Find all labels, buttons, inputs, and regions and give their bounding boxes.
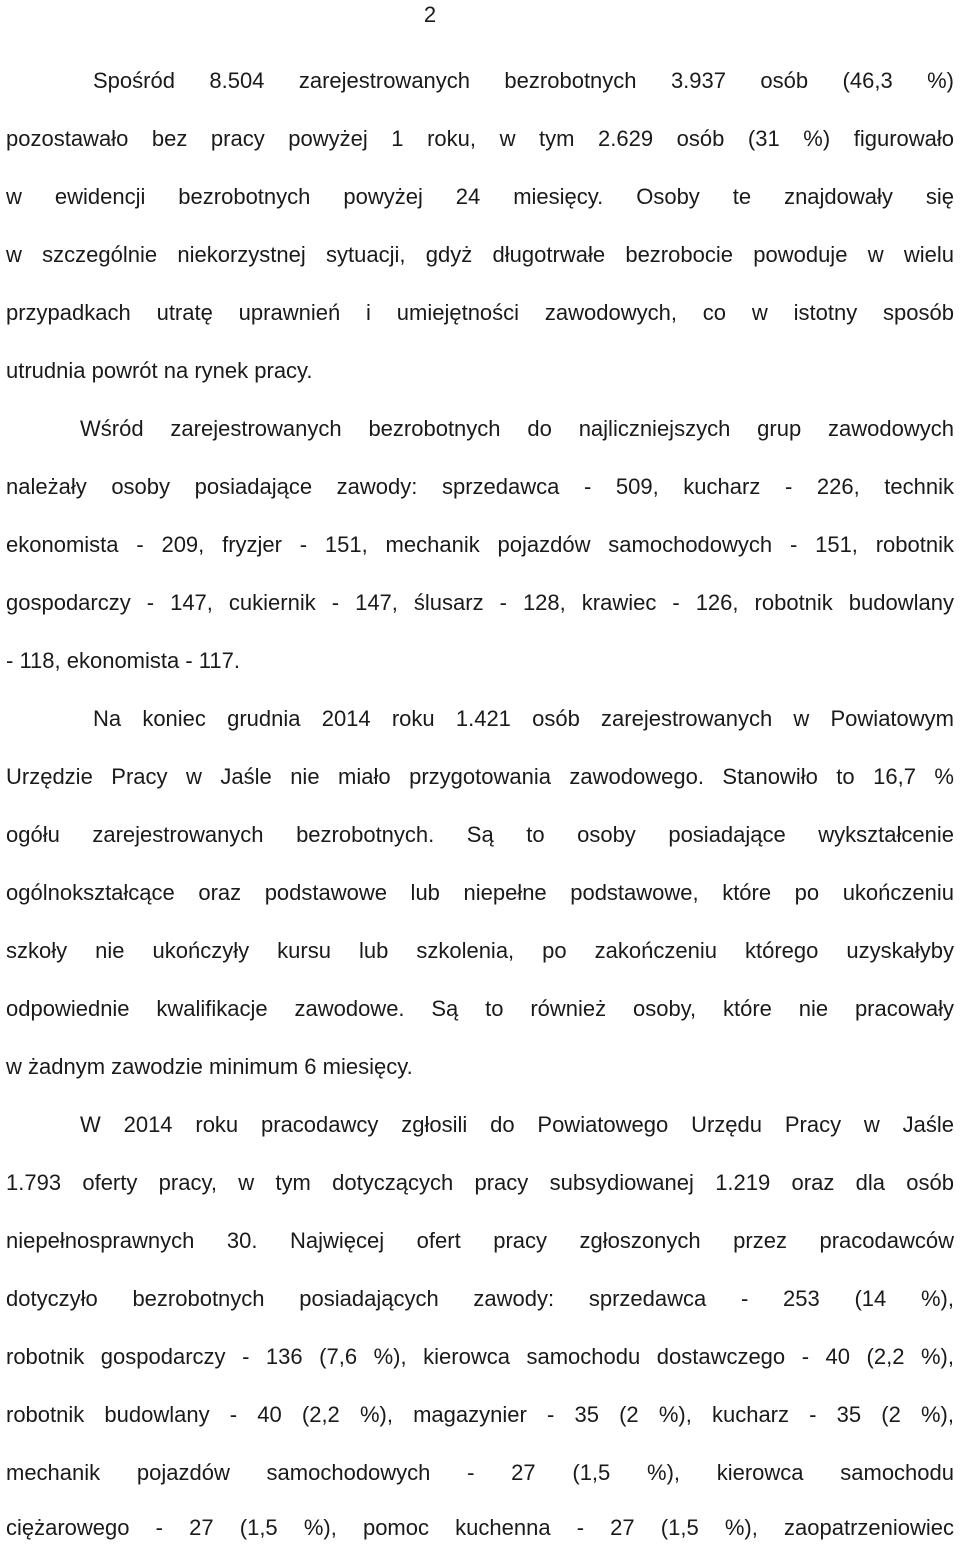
- paragraph-3-line-6: odpowiednie kwalifikacje zawodowe. Są to również osoby, które nie pracowały: [6, 996, 954, 1021]
- paragraph-4-line-1: W 2014 roku pracodawcy zgłosili do Powiatowego Urzędu Pracy w Jaśle: [80, 1112, 954, 1137]
- paragraph-2-line-3: ekonomista - 209, fryzjer - 151, mechanik pojazdów samochodowych - 151, robotnik: [6, 532, 954, 557]
- paragraph-4-line-8: ciężarowego - 27 (1,5 %), pomoc kuchenna - 27 (1,5 %), zaopatrzeniowiec: [6, 1515, 954, 1540]
- paragraph-1-line-5: przypadkach utratę uprawnień i umiejętności zawodowych, co w istotny sposób: [6, 300, 954, 325]
- paragraph-4-line-3: niepełnosprawnych 30. Najwięcej ofert pracy zgłoszonych przez pracodawców: [6, 1228, 954, 1253]
- paragraph-2-line-1: Wśród zarejestrowanych bezrobotnych do najliczniejszych grup zawodowych: [80, 416, 954, 441]
- paragraph-2-line-4: gospodarczy - 147, cukiernik - 147, ślusarz - 128, krawiec - 126, robotnik budowlany: [6, 590, 954, 615]
- paragraph-1-line-1: Spośród 8.504 zarejestrowanych bezrobotnych 3.937 osób (46,3 %): [93, 68, 954, 93]
- paragraph-1-line-6: utrudnia powrót na rynek pracy.: [6, 358, 313, 383]
- paragraph-3-line-7: w żadnym zawodzie minimum 6 miesięcy.: [6, 1054, 413, 1079]
- paragraph-3-line-3: ogółu zarejestrowanych bezrobotnych. Są to osoby posiadające wykształcenie: [6, 822, 954, 847]
- paragraph-4-line-5: robotnik gospodarczy - 136 (7,6 %), kierowca samochodu dostawczego - 40 (2,2 %),: [6, 1344, 954, 1369]
- paragraph-2-line-5: - 118, ekonomista - 117.: [6, 648, 240, 673]
- paragraph-1-line-3: w ewidencji bezrobotnych powyżej 24 miesięcy. Osoby te znajdowały się: [6, 184, 954, 209]
- paragraph-4-line-2: 1.793 oferty pracy, w tym dotyczących pracy subsydiowanej 1.219 oraz dla osób: [6, 1170, 954, 1195]
- paragraph-2-line-2: należały osoby posiadające zawody: sprzedawca - 509, kucharz - 226, technik: [6, 474, 954, 499]
- page-number: 2: [423, 2, 437, 27]
- paragraph-1-line-2: pozostawało bez pracy powyżej 1 roku, w tym 2.629 osób (31 %) figurowało: [6, 126, 954, 151]
- paragraph-4-line-6: robotnik budowlany - 40 (2,2 %), magazynier - 35 (2 %), kucharz - 35 (2 %),: [6, 1402, 954, 1427]
- paragraph-3-line-4: ogólnokształcące oraz podstawowe lub niepełne podstawowe, które po ukończeniu: [6, 880, 954, 905]
- paragraph-3-line-5: szkoły nie ukończyły kursu lub szkolenia, po zakończeniu którego uzyskałyby: [6, 938, 954, 963]
- paragraph-3-line-1: Na koniec grudnia 2014 roku 1.421 osób zarejestrowanych w Powiatowym: [93, 706, 954, 731]
- paragraph-1-line-4: w szczególnie niekorzystnej sytuacji, gdyż długotrwałe bezrobocie powoduje w wielu: [6, 242, 954, 267]
- paragraph-4-line-7: mechanik pojazdów samochodowych - 27 (1,5 %), kierowca samochodu: [6, 1460, 954, 1485]
- paragraph-3-line-2: Urzędzie Pracy w Jaśle nie miało przygotowania zawodowego. Stanowiło to 16,7 %: [6, 764, 954, 789]
- paragraph-4-line-4: dotyczyło bezrobotnych posiadających zawody: sprzedawca - 253 (14 %),: [6, 1286, 954, 1311]
